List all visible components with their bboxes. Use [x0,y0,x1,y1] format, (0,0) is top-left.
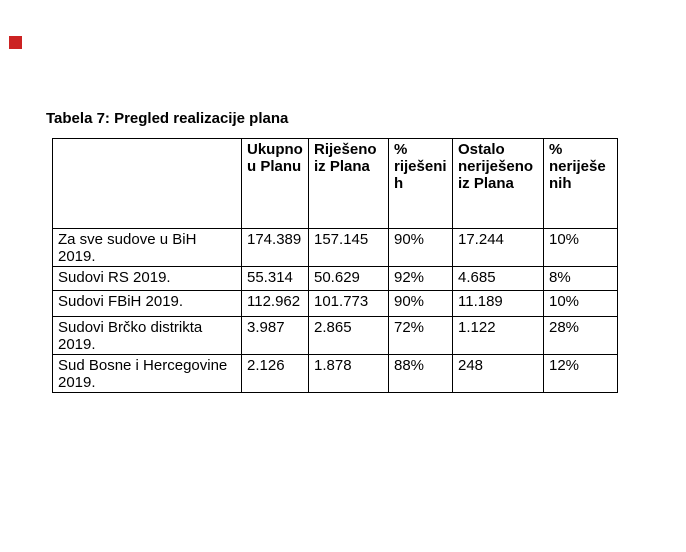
cell-pct-unresolved: 10% [544,229,618,267]
cell-pct-resolved: 92% [389,267,453,291]
cell-pct-resolved: 88% [389,355,453,393]
table-row-rs-courts [53,267,618,291]
cell-remaining: 4.685 [453,267,544,291]
cell-pct-unresolved: 28% [544,317,618,355]
cell-court-label: Sudovi FBiH 2019. [53,291,242,317]
table-row-fbih-courts [53,291,618,317]
cell-pct-unresolved: 12% [544,355,618,393]
col-header-empty [53,139,242,229]
cell-resolved: 1.878 [309,355,389,393]
cell-remaining: 248 [453,355,544,393]
col-header-total-in-plan: Ukupno u Planu [242,139,309,229]
cell-resolved: 50.629 [309,267,389,291]
col-header-pct-resolved: % riješenih [389,139,453,229]
cell-resolved: 2.865 [309,317,389,355]
cell-total-in-plan: 174.389 [242,229,309,267]
cell-pct-resolved: 90% [389,229,453,267]
red-square-marker [9,36,22,49]
cell-total-in-plan: 112.962 [242,291,309,317]
cell-resolved: 157.145 [309,229,389,267]
cell-pct-unresolved: 8% [544,267,618,291]
cell-total-in-plan: 3.987 [242,317,309,355]
table-caption: Tabela 7: Pregled realizacije plana [46,110,289,127]
table-row-all-courts [53,229,618,267]
cell-remaining: 17.244 [453,229,544,267]
col-header-pct-unresolved: % neriješenih [544,139,618,229]
cell-court-label: Sudovi RS 2019. [53,267,242,291]
cell-court-label: Za sve sudove u BiH 2019. [53,229,242,267]
cell-pct-unresolved: 10% [544,291,618,317]
col-header-resolved-from-plan: Riješeno iz Plana [309,139,389,229]
cell-total-in-plan: 2.126 [242,355,309,393]
cell-court-label: Sudovi Brčko distrikta 2019. [53,317,242,355]
col-header-remaining-unresolved: Ostalo neriješeno iz Plana [453,139,544,229]
cell-pct-resolved: 90% [389,291,453,317]
cell-remaining: 11.189 [453,291,544,317]
cell-remaining: 1.122 [453,317,544,355]
table-header-row [53,139,618,229]
plan-realization-table [52,138,618,393]
table-row-brcko-courts [53,317,618,355]
cell-resolved: 101.773 [309,291,389,317]
cell-pct-resolved: 72% [389,317,453,355]
cell-court-label: Sud Bosne i Hercegovine 2019. [53,355,242,393]
table-row-court-of-bih [53,355,618,393]
cell-total-in-plan: 55.314 [242,267,309,291]
